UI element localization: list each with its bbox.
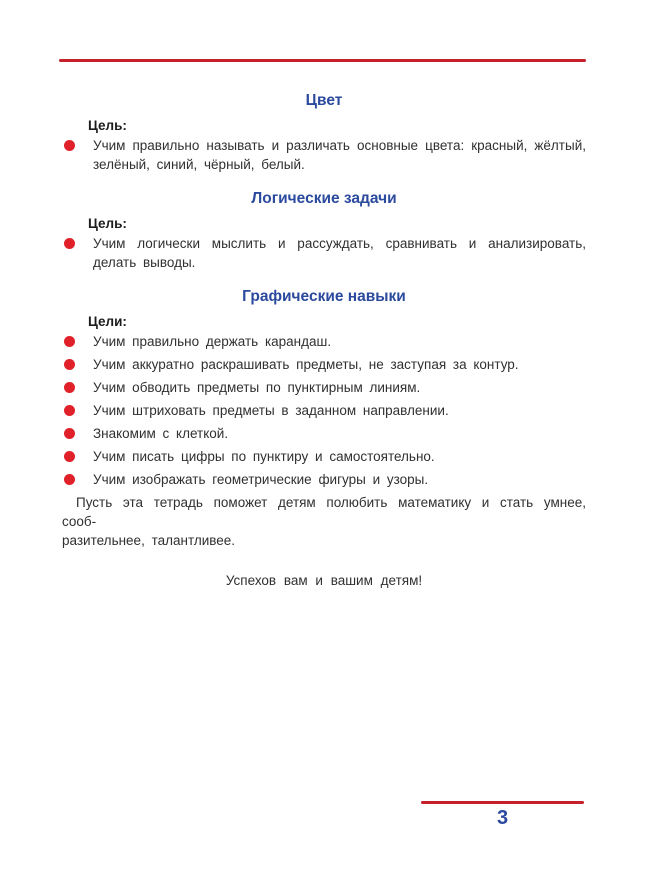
list-item [62,234,586,272]
wish-line: Успехов вам и вашим детям! [225,573,423,588]
page-content [62,91,586,590]
goal-list-logic [62,234,586,272]
list-item [62,332,586,351]
bullet-icon [64,428,75,439]
goal-list-graphic [62,332,586,489]
list-item [62,424,586,443]
list-item [62,470,586,489]
goal-label: Цели: [88,314,127,329]
list-item-text: Учим штриховать предметы в заданном направлении. [93,403,449,418]
list-item-text: Учим писать цифры по пунктиру и самостоятельно. [93,449,435,464]
list-item [62,378,586,397]
top-divider-rule [59,59,586,62]
section-title-graphic-skills: Графические навыки [242,288,406,305]
list-item-text: Учим изображать геометрические фигуры и узоры. [93,472,429,487]
section-title-color: Цвет [305,92,343,109]
list-item-text: Учим обводить предметы по пунктирным линиям. [93,380,421,395]
bullet-icon [64,405,75,416]
closing-paragraph-line: разительнее, талантливее. [62,533,236,548]
bullet-icon [64,451,75,462]
bullet-icon [64,359,75,370]
section-title-logic-tasks: Логические задачи [251,190,397,207]
goal-label: Цель: [88,118,127,133]
list-item [62,401,586,420]
list-item [62,355,586,374]
list-item-text: Учим аккуратно раскрашивать предметы, не заступая за контур. [93,357,519,372]
footer-divider-rule [421,801,584,804]
list-item-text: Знакомим с клеткой. [93,426,229,441]
list-item-text: Учим правильно называть и различать основные цвета: красный, жёлтый, зелёный, синий, чёрный, белый. [93,138,586,172]
bullet-icon [64,382,75,393]
bullet-icon [64,140,75,151]
bullet-icon [64,238,75,249]
bullet-icon [64,474,75,485]
closing-paragraph-line: Пусть эта тетрадь поможет детям полюбить математику и стать умнее, сооб- [62,495,586,529]
list-item-text: Учим логически мыслить и рассуждать, сравнивать и анализировать, делать выводы. [93,236,586,270]
goal-label: Цель: [88,216,127,231]
list-item-text: Учим правильно держать карандаш. [93,334,332,349]
goal-list-color [62,136,586,174]
bullet-icon [64,336,75,347]
list-item [62,447,586,466]
list-item [62,136,586,174]
closing-paragraph [62,493,586,550]
page-number: 3 [496,807,509,829]
